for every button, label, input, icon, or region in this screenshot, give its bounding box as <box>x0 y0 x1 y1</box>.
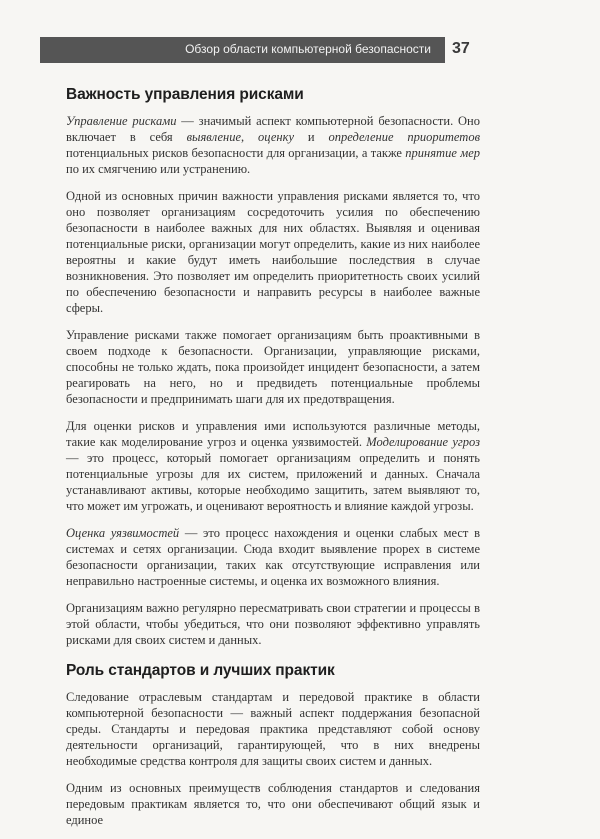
paragraph: Следование отраслевым стандартам и передовой практике в области компьютерной безопасности — важный аспект поддержания безопасной среды. Стандарты и передовая практика представляют собой основу деятельности организаций, гарантирующей, что в них внедрены необходимые средства контроля для защиты своих систем и данных. <box>66 690 480 768</box>
section-heading-standards: Роль стандартов и лучших практик <box>66 662 335 679</box>
running-title: Обзор области компьютерной безопасности <box>185 42 431 56</box>
text-run: по их смягчению или устранению. <box>66 162 251 176</box>
header-bar <box>40 37 445 63</box>
text-run: потенциальных рисков безопасности для организации, а также <box>66 146 406 160</box>
paragraph <box>66 525 480 589</box>
text-run: — это процесс, который помогает организациям определить и понять потенциальные угрозы для их систем, приложений и данных. Сначала устанавливают активы, которые необходимо защитить, затем выявляют то, что может им угрожать, и оценивают вероятность и влияние каждой угрозы. <box>66 451 480 513</box>
text-run: и <box>294 130 329 144</box>
text-run: — значимый аспект компьютерной безопасности. Оно включает в себя <box>66 114 480 144</box>
section-heading-risk-management: Важность управления рисками <box>66 86 304 103</box>
term-taking-measures: принятие мер <box>405 146 480 160</box>
text-run: , <box>241 130 259 144</box>
term-vulnerability-assessment: Оценка уязвимостей <box>66 526 180 540</box>
term-prioritization: определение приоритетов <box>328 130 481 144</box>
text-run: — это процесс нахождения и оценки слабых мест в системах и сетях организации. Сюда входит выявление прорех в системе безопасности организации, таких как отсутствующие исправления или неправильно настроенные системы, и оценка их возможного влияния. <box>66 526 480 588</box>
page-header <box>0 37 600 63</box>
term-threat-modeling: Моделирование угроз <box>366 435 480 449</box>
term-risk-management: Управление рисками <box>66 114 177 128</box>
paragraph: Одной из основных причин важности управления рисками является то, что оно позволяет организациям сосредоточить усилия по обеспечению безопасности в наиболее важных для них областях. Выявляя и оценивая потенциальные риски, организации могут определить, какие из них наиболее вероятны и какие будут иметь наибольшие последствия в случае возникновения. Это позволяет им определить приоритетность своих усилий по обеспечению безопасности и направить ресурсы в наиболее важные сферы. <box>66 189 480 315</box>
page-content <box>66 80 480 839</box>
term-identification: выявление <box>186 130 241 144</box>
paragraph: Управление рисками также помогает организациям быть проактивными в своем подходе к безопасности. Организации, управляющие рисками, способны не только ждать, пока произойдет инцидент безопасности, а затем реагировать на него, но и предвидеть потенциальные проблемы безопасности и предпринимать шаги для их предотвращения. <box>66 328 480 406</box>
paragraph: Организациям важно регулярно пересматривать свои стратегии и процессы в этой области, чтобы убедиться, что они позволяют эффективно управлять рисками для своих систем и данных. <box>66 601 480 647</box>
paragraph <box>66 418 480 514</box>
text-run: Для оценки рисков и управления ими используются различные методы, такие как моделирование угроз и оценка уязвимостей. <box>66 419 480 449</box>
paragraph <box>66 113 480 177</box>
term-assessment: оценку <box>258 130 294 144</box>
page-number: 37 <box>452 40 470 57</box>
paragraph: Одним из основных преимуществ соблюдения стандартов и следования передовым практикам является то, что они обеспечивают общий язык и единое <box>66 781 480 827</box>
